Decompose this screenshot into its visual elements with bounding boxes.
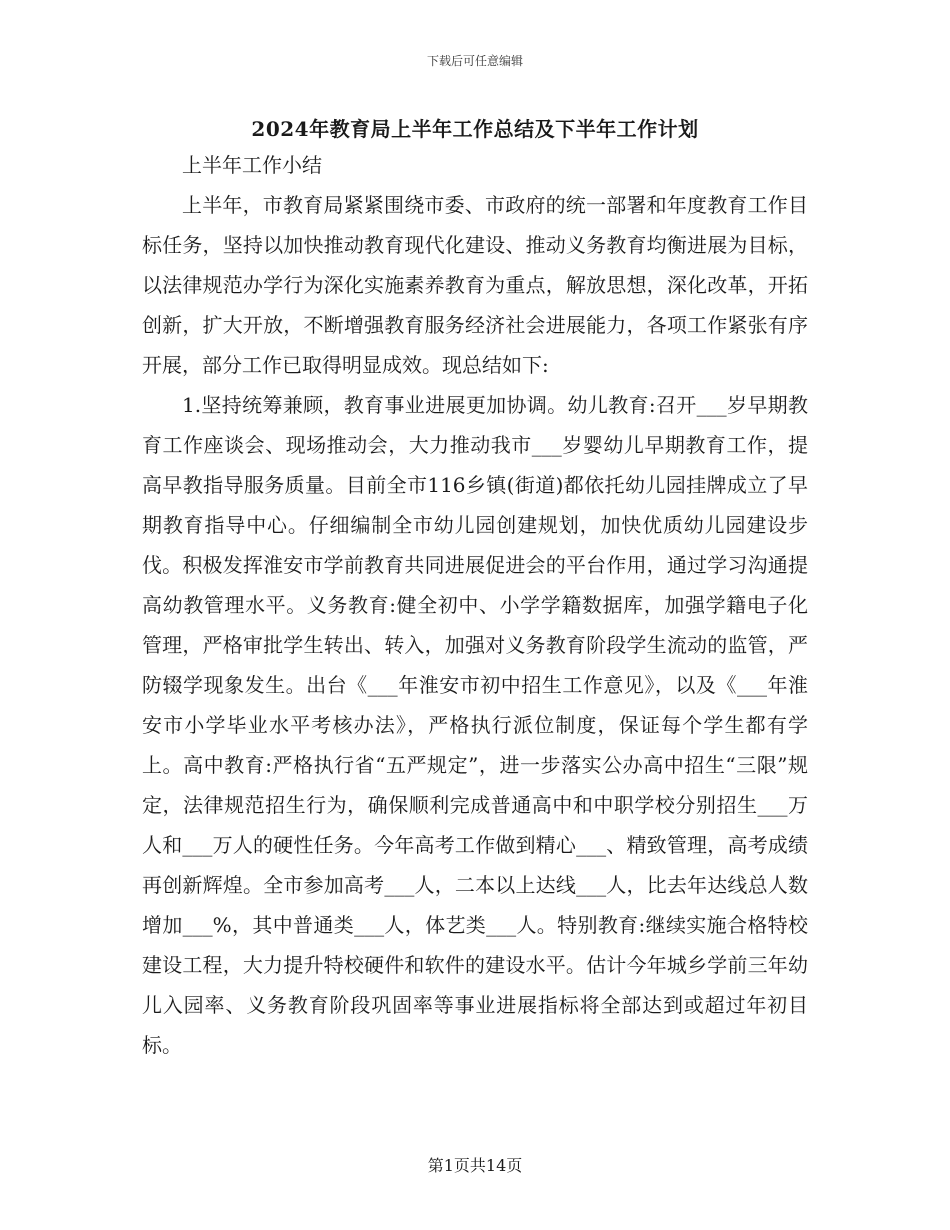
document-body <box>142 145 808 1065</box>
page-number-footer: 第1页共14页 <box>427 1156 523 1175</box>
paragraph-item-1: 1.坚持统筹兼顾，教育事业进展更加协调。幼儿教育:召开___岁早期教育工作座谈会、现场推动会，大力推动我市___岁婴幼儿早期教育工作，提高早教指导服务质量。目前全市116乡镇(街道)都依托幼儿园挂牌成立了早期教育指导中心。仔细编制全市幼儿园创建规划，加快优质幼儿园建设步伐。积极发挥淮安市学前教育共同进展促进会的平台作用，通过学习沟通提高幼教管理水平。义务教育:健全初中、小学学籍数据库，加强学籍电子化管理，严格审批学生转出、转入，加强对义务教育阶段学生流动的监管，严防辍学现象发生。出台《___年淮安市初中招生工作意见》，以及《___年淮安市小学毕业水平考核办法》，严格执行派位制度，保证每个学生都有学上。高中教育:严格执行省“五严规定”，进一步落实公办高中招生“三限”规定，法律规范招生行为，确保顺利完成普通高中和中职学校分别招生___万人和___万人的硬性任务。今年高考工作做到精心___、精致管理，高考成绩再创新辉煌。全市参加高考___人，二本以上达线___人，比去年达线总人数增加___%，其中普通类___人，体艺类___人。特别教育:继续实施合格特校建设工程，大力提升特校硬件和软件的建设水平。估计今年城乡学前三年幼儿入园率、义务教育阶段巩固率等事业进展指标将全部达到或超过年初目标。 <box>142 393 808 1057</box>
paragraph-intro: 上半年，市教育局紧紧围绕市委、市政府的统一部署和年度教育工作目标任务，坚持以加快推动教育现代化建设、推动义务教育均衡进展为目标，以法律规范办学行为深化实施素养教育为重点，解放思想，深化改革，开拓创新，扩大开放，不断增强教育服务经济社会进展能力，各项工作紧张有序开展，部分工作已取得明显成效。现总结如下: <box>142 193 808 377</box>
page-header-note: 下载后可任意编辑 <box>426 54 523 68</box>
section-heading: 上半年工作小结 <box>182 153 322 177</box>
document-title: 2024年教育局上半年工作总结及下半年工作计划 <box>251 117 699 141</box>
